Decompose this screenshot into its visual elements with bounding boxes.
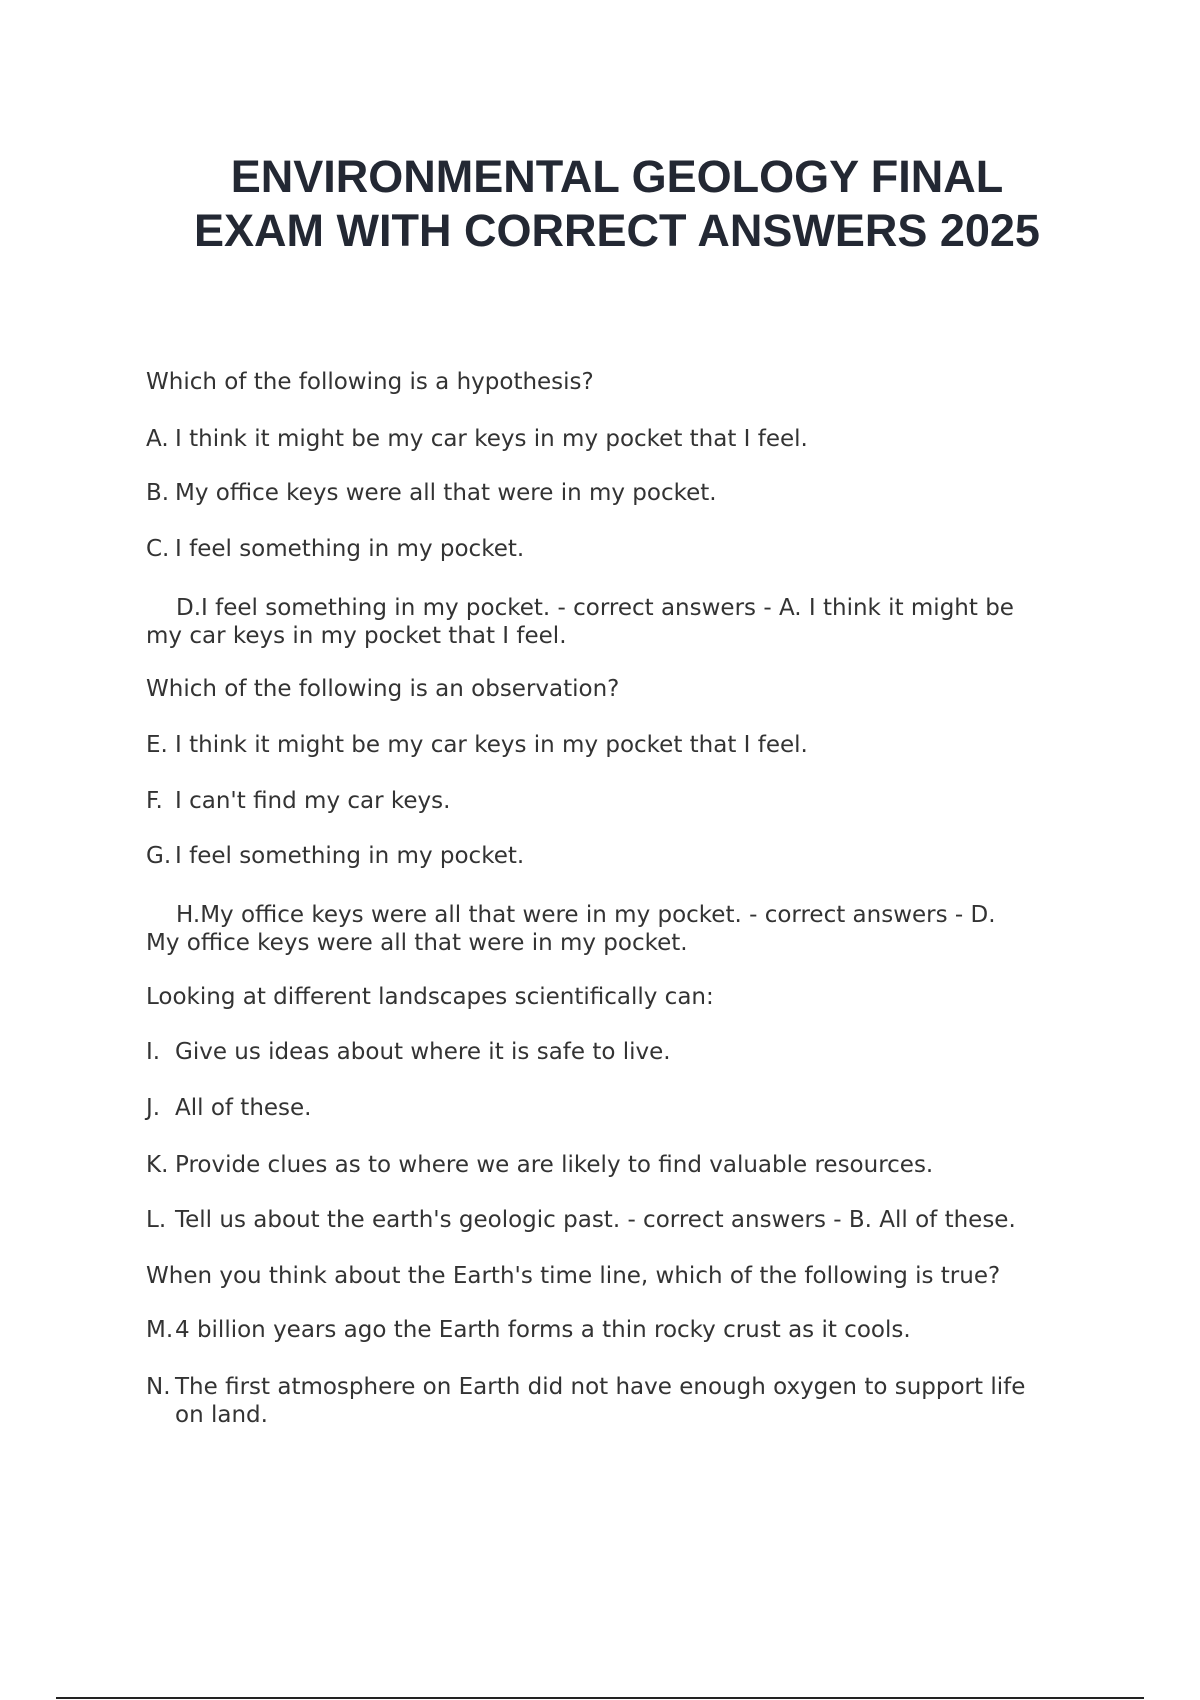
correct-answer-block [146,901,996,957]
option-text: I can't find my car keys. [175,788,451,814]
question-text: When you think about the Earth's time line, which of the following is true? [146,1263,1001,1289]
answer-option [146,731,808,759]
answer-line-2: my car keys in my pocket that I feel. [146,623,567,649]
option-text: I feel something in my pocket. [175,536,525,562]
answer-option [146,1094,312,1122]
title-line-1: ENVIRONMENTAL GEOLOGY FINAL [230,151,1004,202]
question-text: Which of the following is an observation? [146,676,620,702]
option-letter: K. [146,1152,169,1178]
answer-option [146,1206,1016,1234]
question-text: Looking at different landscapes scientifically can: [146,984,714,1010]
option-letter: M. [146,1317,174,1343]
answer-option [146,1151,933,1179]
footer-rule [56,1697,1144,1699]
option-letter: N. [146,1374,171,1400]
option-text: I think it might be my car keys in my pocket that I feel. [175,426,808,452]
answer-line-1: D.I feel something in my pocket. - correct answers - A. I think it might be [176,595,1014,621]
option-text: I feel something in my pocket. [175,843,525,869]
option-letter: F. [146,788,163,814]
correct-answer-block [146,594,1014,650]
option-text-continuation: on land. [175,1402,268,1428]
answer-line-2: My office keys were all that were in my pocket. [146,930,688,956]
option-text: Provide clues as to where we are likely to find valuable resources. [175,1152,934,1178]
answer-option [146,842,524,870]
option-letter: E. [146,732,168,758]
option-text: Give us ideas about where it is safe to live. [175,1039,671,1065]
document-title [0,150,1200,258]
option-text: Tell us about the earth's geologic past. - correct answers - B. All of these. [175,1207,1016,1233]
option-text: I think it might be my car keys in my pocket that I feel. [175,732,808,758]
answer-option [146,425,808,453]
answer-option [146,1373,1025,1429]
option-text: 4 billion years ago the Earth forms a thin rocky crust as it cools. [175,1317,911,1343]
option-letter: G. [146,843,172,869]
option-letter: B. [146,480,170,506]
answer-option [146,535,524,563]
answer-option [146,479,717,507]
answer-line-1: H.My office keys were all that were in my pocket. - correct answers - D. [176,902,996,928]
answer-option [146,1316,911,1344]
option-letter: I. [146,1039,161,1065]
option-letter: C. [146,536,170,562]
answer-option [146,1038,671,1066]
option-text: My office keys were all that were in my pocket. [175,480,717,506]
option-letter: A. [146,426,169,452]
title-line-2: EXAM WITH CORRECT ANSWERS 2025 [194,205,1040,256]
option-text: All of these. [175,1095,312,1121]
option-letter: L. [146,1207,167,1233]
question-text: Which of the following is a hypothesis? [146,369,594,395]
option-letter: J. [146,1095,161,1121]
answer-option [146,787,450,815]
option-text: The first atmosphere on Earth did not have enough oxygen to support life [175,1374,1026,1400]
